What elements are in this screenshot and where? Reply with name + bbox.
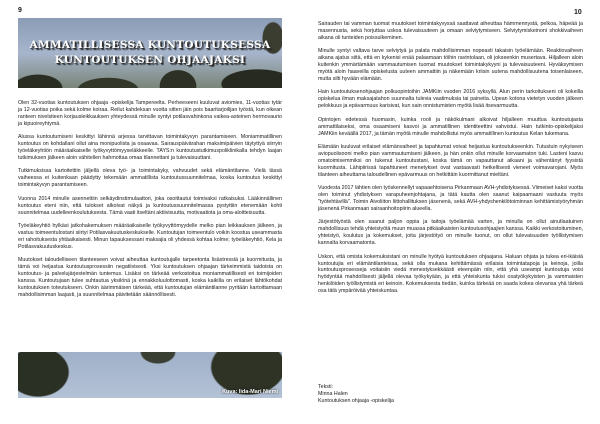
page-number-left: 9 <box>18 7 22 14</box>
page-number-right: 10 <box>574 9 582 16</box>
right-column-text <box>318 21 583 302</box>
left-column-text <box>18 100 282 305</box>
paragraph: Uskon, että omista kokemuksistani on minulle hyötyä kuntoutuksen ohjaajana. Haluan ohjata ja tukea eri-ikäisiä kuntoutujia eri elämäntilanteissa, sekä olla mukana kehittämässä erilaisia toimintatapoja ja keinoja, joilla kuntoutusprosesseja voitaisiin viedä menestyksekkäästi eteenpäin niin, että yhä useampi kuntoutuja voisi hyödyntää mahdollisesti jäljellä olevaa työkykyään, ja että yhteiskunta tukisi osatyökykyisten ja vammaisten henkilöiden työllistymistä eri keinoin. Kokemuksesta tiedän, kuinka tärkeää on saada kokea olevansa yhä tärkeä osa tätä ympäröivää yhteiskuntaa. <box>318 253 583 294</box>
photo-credit: Kuva: Iida-Mari Niemi <box>222 389 278 395</box>
paragraph: Muutokset taloudelliseen tilanteeseen voivat aiheuttaa kuntoutujalle tarpeetonta lisästressiä ja kuormitusta, ja tämä voi heijastua kuntoutusprosessiin negatiivisesti. Yksi kuntoutuksen ohjaajan tärkeimmistä taidoista on kuntoutus- ja palvelujärjestelmän tuntemus. Lisäksi on tärkeää verkostoitua moniammatillisesti eri toimijoiden kanssa. Kuntoutujaan tulee suhtautua yksilönä ja ennakkoluulottomasti, koska kaikilla on erilaiset lähtökohdat kuntoutuksen toteutukseen. Onkin äärimmäisen tärkeää, että kuntoutujan elämäntilanne pyritään kartoittamaan mahdollisimman laajasti, ja suunnitelmaa päivitetään säännöllisesti. <box>18 257 282 298</box>
paragraph: Tutkimuksissa kartoitettiin jäljellä oleva työ- ja toimintakyky, vahvuudet sekä elämäntilanne. Vielä tässä vaiheessa ei kuitenkaan päädytty tekemään ammatillista kuntoutussuunnitelmaa, koska kuntoutus keskittyi toimintakyvyn parantamiseen. <box>18 168 282 189</box>
author-name: Minna Halen <box>318 390 348 397</box>
paragraph: Olen 32-vuotias kuntoutuksen ohjaaja -opiskelija Tampereelta. Perheeseeni kuuluvat aviomies, 11-vuotias tytär ja 12-vuotias poika sekä kolme koiraa. Reilut kahdeksan vuotta sitten jäin pois baaritarjoilijan työstä, kun oikean ranteen nivelsiteen korjausleikkauksen yhteydessä minulle syntyi potilasvahinkona vaikea-asteinen hermovaurio ja kipuoireyhtymä. <box>18 100 282 127</box>
paragraph: Sairauden tai vamman tuomat muutokset toimintakyvyssä saattavat aiheuttaa hämmennystä, pelkoa, häpeää ja masennusta, sekä horjuttaa uskoa tulevaisuuteen ja omaan selviytymiseen. Selviytymiskeinoni shokkivaiheen aikana oli tunteiden poissulkeminen. <box>318 21 583 41</box>
paragraph: Työeläkeyhtiö hylkäsi jatkohakemuksen määräaikaiselle työkyvyttömyydelle melko pian leikkauksen jälkeen, ja vastuu toimeentulostani siirtyi Potilasvakuutuskeskukselle. Kuntoutujan toimeentulo voikin koostua useammasta eri rahoituksesta yhtäaikaisesti. Minun tapauksessani maksajia oli yhdessä kohtaa kolme; työeläkeyhtiö, Kela ja Potilasvakuutuskeskus. <box>18 223 282 250</box>
article-title <box>18 38 282 68</box>
title-line-1: AMMATILLISESSA KUNTOUTUKSESSA <box>29 39 271 51</box>
author-signature <box>318 384 394 405</box>
paragraph: Elämään kuuluvat erilaiset elämänvaiheet ja tapahtumat voivat heijastua kuntoutukseenkin. Tutustuin nykyiseen aviopuolisooni melko pian vammautumiseni jälkeen, ja hän onkin ollut minulle korvaamaton tuki. Lasteni kasvu omatoimisemmiksi on tukenut kuntoutustani, koska tämä on vapauttanut aikaani ja vähentänyt fyysistä kuormitusta. Lähipiirissä tapahtuneet menetykset ovat vastaavasti hetkellisesti vieneet voimavarojani. Myös tilanteen aiheuttama taloudellinen epävarmuus on hetkittäin kuormittanut mieltäni. <box>318 144 583 178</box>
title-line-2: KUNTOUTUKSEN OHJAAJAKSI <box>54 54 246 66</box>
paragraph: Hain kuntoutuksenohjaajan polkuopintoihin JAMKiin vuoden 2016 syksyllä. Alun perin tarkoitukseni oli kokeilla opiskelua ilman maksajatahon suunnalta tulevia vaatimuksia tai paineita. Upean kotona vietetyn vuoden jälkeen pelokkuus ja epävarmuus karisivat, kun sain onnistumisten myötä lisää itsevarmuutta. <box>318 89 583 110</box>
tree-canopy-photo <box>18 352 282 398</box>
signature-label: Teksti: <box>318 384 334 390</box>
paragraph: Vuonna 2014 minulle asennettiin selkäydinstimulaattori, joka osoittautui toimivaksi ratkaisuksi. Lääkinnällinen kuntoutus eteni niin, että tulokset alkoivat näkyä ja kuntoutussuunnitelmassa pystyttiin etenemään kohti suunnitelmaa uudelleenkoulutuksesta. Tämä vaati itseltäni aktiivisuutta, motivaatiota ja oma-aloitteisuutta. <box>18 195 282 216</box>
paragraph: Opintojen edetessä huomasin, kuinka rooli ja näkökulmani alkoivat hiljalleen muuttua kuntoutujasta ammattilaiseksi, oma osaamiseni kasvoi ja ammatillinen identiteettini vahvistui. Hain tutkinto-opiskelijaksi JAMKiin keväällä 2017, ja tämän myötä minulle mahdollistui myös ammatillinen kuntoutus Kelan tukemana. <box>318 116 583 137</box>
paragraph: Alussa kuntoutumiseni keskittyi lähinnä arjessa tarvittavan toimintakyvyn parantamiseen. Moniammatillinen kuntoutus on kohdallani ollut aina monipuolista ja osaavaa. Sairauspäivärahan maksimipäivien täytyttyä siirryin työeläkeyhtiön määräaikaiselle työkyvyttömyyseläkkeelle. TAYS:n kuntoutustutkimuspoliklinikalla tehdyn laajan tutkimuksen jälkeen aloin vähitellen hahmottaa omaa tilannettani ja tulevaisuuttani. <box>18 134 282 161</box>
paragraph: Vuodesta 2017 lähtien olen työskennellyt vapaaehtoisena Pirkanmaan AVH-yhdistyksessä. Viimeiset kaksi vuotta olen toiminut yhdistyksen varapuheenjohtajana, ja tätä kautta olen saanut kaipaamaani vastuuta myös "työtehtävillä". Toimin Aivoliiton liittohallituksen jäsenenä, sekä AVH-yhdyshenkilötoiminnan kehittämistyöryhmän jäsenenä Pirkanmaan sairaanhoitopiirin alueella. <box>318 185 583 212</box>
paragraph: Minulle syntyi valtava tarve selviytyä ja palata mahdollisimman nopeasti takaisin työelämään. Reaktiovaiheen aikana ajatus siitä, että en kykenisi enää palaamaan töihin ravintolaan, oli jokseenkin musertava. Hiljalleen aloin kuitenkin ymmärtämään vammautumisen tuomat muutokset toimintakykyyni ja tulevaisuuteeni. Hyväksymisen myötä aloin haaveilla opiskelusta uuteen ammattiin ja näkemään kriisin uutena mahdollisuutena toisenlaiseen, mutta silti hyvään elämään. <box>318 48 583 82</box>
author-role: Kuntoutuksen ohjaaja -opiskelija <box>318 397 394 404</box>
paragraph: Järjestötyöstä olen saanut paljon oppia ja taitoja työelämää varten, ja minulla on ollut ainutlaatuinen mahdollisuus tehdä yhteistyötä muun muassa pitkäaikaisten kuntoutusohjaajien kanssa. Kaikki verkostoituminen, yhteistyö, koulutus ja kokemukset, joita järjestötyö on minulle tuonut, on ollut tulevaisuuden työllistymisen kannalta korvaamatonta. <box>318 219 583 246</box>
header-banner-image <box>18 18 282 88</box>
